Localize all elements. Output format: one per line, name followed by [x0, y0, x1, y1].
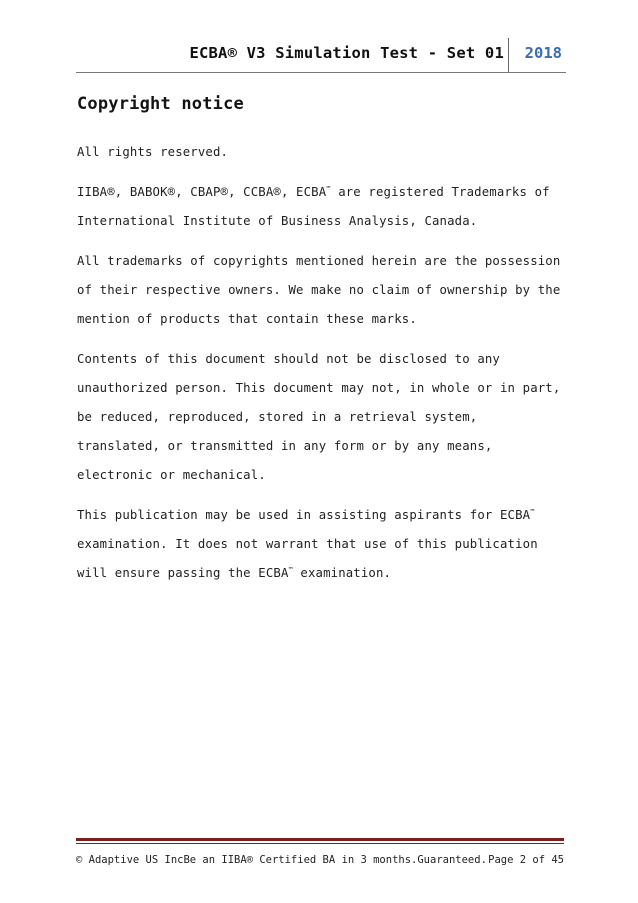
page-footer [76, 838, 566, 874]
header-divider [508, 38, 509, 72]
header-rule [76, 72, 566, 73]
footer-copyright: © Adaptive US IncBe an IIBA® Certified BA in 3 months.Guaranteed. [76, 854, 487, 866]
page-header [76, 38, 566, 74]
trademark-mark: ™ [326, 184, 331, 193]
header-title: ECBA® V3 Simulation Test - Set 01 [189, 44, 504, 62]
footer-rule-thin [76, 843, 564, 844]
footer-row [76, 854, 566, 874]
trademark-mark: ™ [288, 565, 293, 574]
paragraph-trademarks: IIBA®, BABOK®, CBAP®, CCBA®, ECBA™ are registered Trademarks of International Institute of Business Analysis, Canada. [77, 184, 550, 228]
paragraph-rights: All rights reserved. [77, 145, 229, 159]
paragraph-ownership: All trademarks of copyrights mentioned herein are the possession of their respective owners. We make no claim of ownership by the mention of products that contain these marks. [77, 254, 561, 326]
paragraph-disclosure: Contents of this document should not be disclosed to any unauthorized person. This document may not, in whole or in part, be reduced, reproduced, stored in a retrieval system, translated, or transmitted in any form or by any means, electronic or mechanical. [77, 352, 561, 482]
paragraph-warranty: This publication may be used in assisting aspirants for ECBA™ examination. It does not warrant that use of this publication will ensure passing the ECBA™ examination. [77, 507, 538, 580]
header-year: 2018 [524, 44, 562, 62]
footer-rule [76, 838, 564, 841]
trademark-mark: ™ [530, 507, 535, 516]
page-content [77, 92, 567, 599]
page-heading: Copyright notice [77, 94, 244, 114]
page-number: Page 2 of 45 [488, 854, 564, 866]
